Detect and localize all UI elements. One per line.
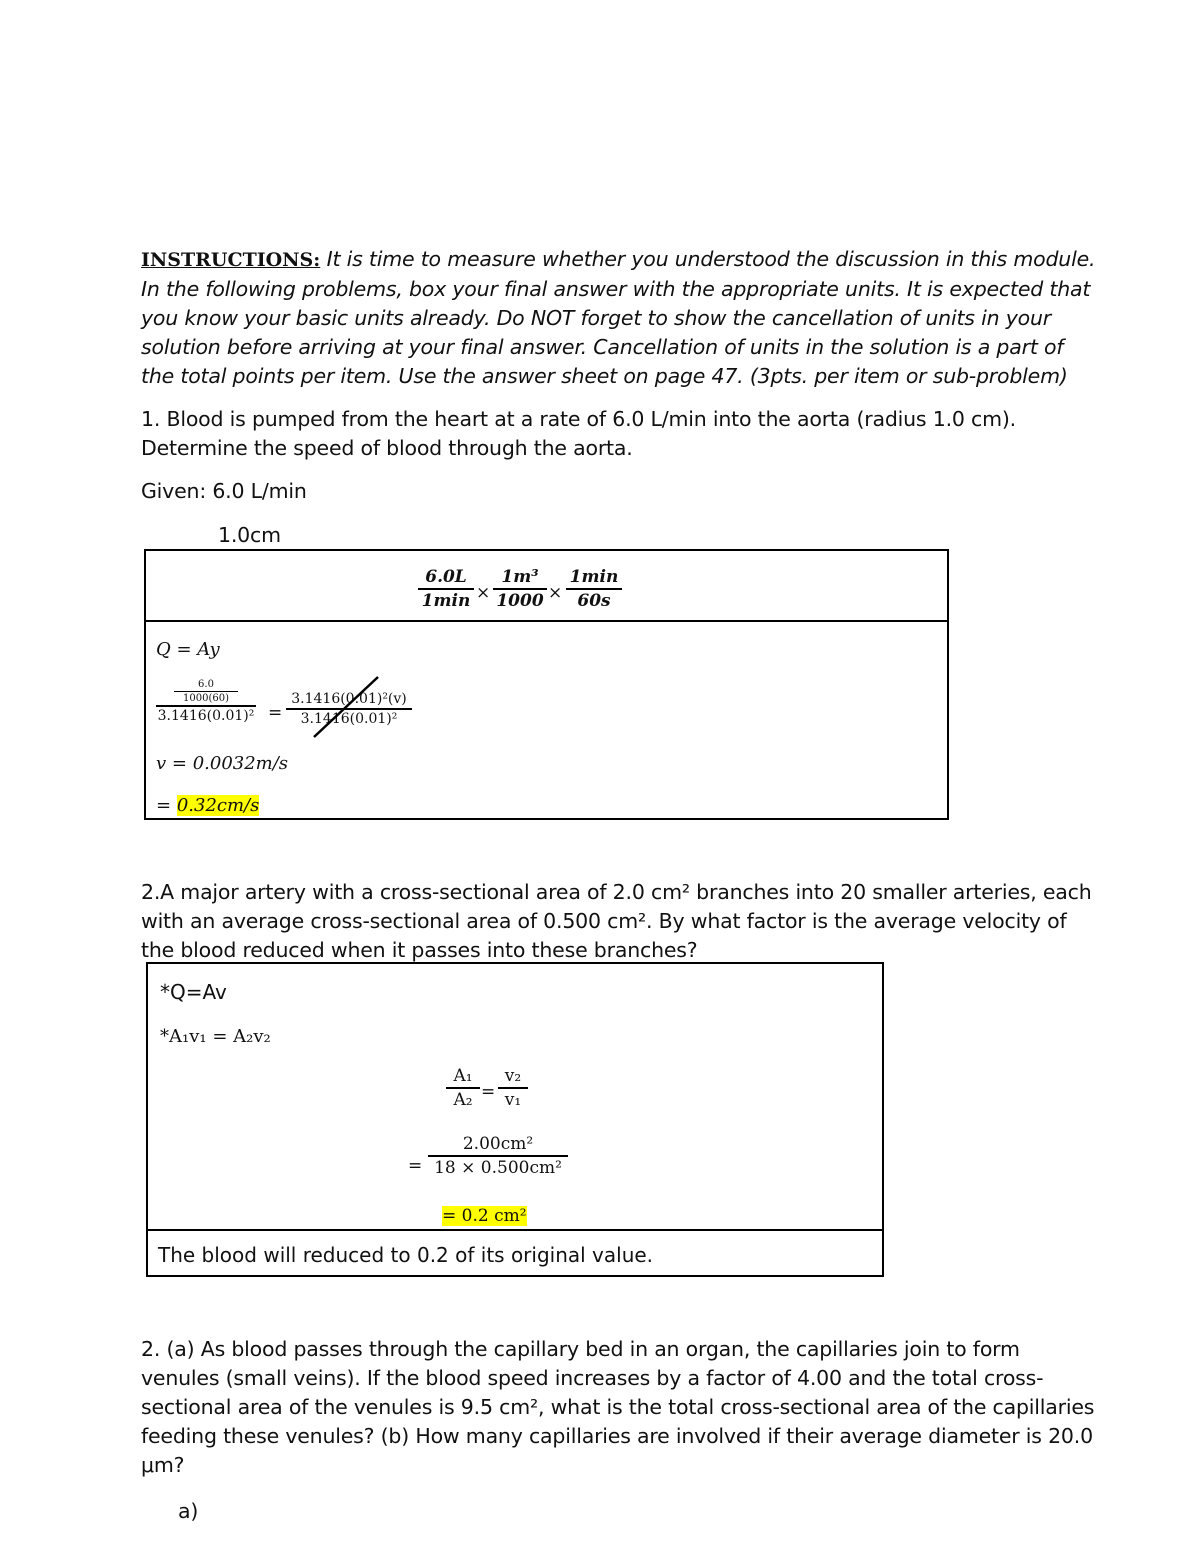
times-sign-1: × [476,583,491,603]
calculation-fraction: $\frac{\text{2.00cm²}}{\text{18 × 0.500cm²}}$ [428,1134,568,1178]
instructions-label: INSTRUCTIONS: [141,249,321,271]
conversion-fraction-2: $\frac{\text{1m³}}{1000}$ [493,567,547,611]
cancellation-strike-icon [306,673,386,743]
lhs-fraction: 6.0 1000(60) 3.1416(0.01)² [157,679,255,724]
velocity-result: v = 0.0032m/s [156,753,289,774]
times-sign-2: × [548,583,563,603]
instructions-text: It is time to measure whether you understood the discussion in this module. In the following problems, box your final answer with the appropriate units. It is expected that you know your basic units already. Do NOT forget to show the cancellation of units in your solution before arriving at your final answer. Cancellation of units in the solution is a part of the total points per item. Use the answer sheet on page 47. (3pts. per item or sub-problem) [141,247,1096,388]
continuity-formula: *Q=Av [160,980,227,1004]
problem-3-question: 2. (a) As blood passes through the capillary bed in an organ, the capillaries join to form venules (small veins). If the blood speed increases by a factor of 4.00 and the total cross-sectional area of the venules is 9.5 cm², what is the total cross-sectional area of the capillaries feeding these venules? (b) How many capillaries are involved if their average diameter is 20.0 μm? [141,1337,1095,1477]
area-ratio: $\frac{\text{A₁}}{\text{A₂}}$ [446,1066,480,1110]
conclusion-row [148,1229,882,1275]
conversion-fraction-3: 1min 60s [566,567,622,611]
final-answer-highlight: 0.32cm/s [176,795,260,816]
conversion-fraction-1: 6.0L 1min [418,567,474,611]
ratio-equals: = [481,1082,496,1102]
problem-2-solution-box [146,962,884,1277]
equals-sign: = [268,703,283,723]
conclusion-text: The blood will reduced to 0.2 of its original value. [158,1243,654,1267]
problem-1-given: Given: 6.0 L/min [141,479,307,503]
rhs-fraction: $\frac{\text{3.1416(0.01)²(v)}}{\text{3.1416(0.01)²}}$ [286,691,412,727]
final-answer-line: = 0.32cm/s [156,795,260,816]
problem-1-question: 1. Blood is pumped from the heart at a rate of 6.0 L/min into the aorta (radius 1.0 cm). Determine the speed of blood through the aorta. [141,407,1017,460]
continuity-equation: *A₁v₁ = A₂v₂ [160,1026,271,1047]
problem-2-answer: = 0.2 cm² [442,1206,527,1226]
lhs-inner-fraction: 6.0 1000(60) [174,679,238,704]
instructions-paragraph [141,245,1101,391]
velocity-ratio: $\frac{\text{v₂}}{\text{v₁}}$ [498,1066,528,1110]
problem-3-part-a: a) [178,1499,199,1523]
calc-equals: = [408,1156,423,1176]
problem-2-question: 2.A major artery with a cross-sectional area of 2.0 cm² branches into 20 smaller arteries, each with an average cross-sectional area of 0.500 cm². By what factor is the average velocity of the blood reduced when it passes into these branches? [141,880,1092,962]
unit-conversion-row [146,551,947,622]
problem-1-solution-box [144,549,949,820]
flow-formula: Q = Ay [156,639,220,660]
problem-1-given-radius: 1.0cm [218,523,281,547]
